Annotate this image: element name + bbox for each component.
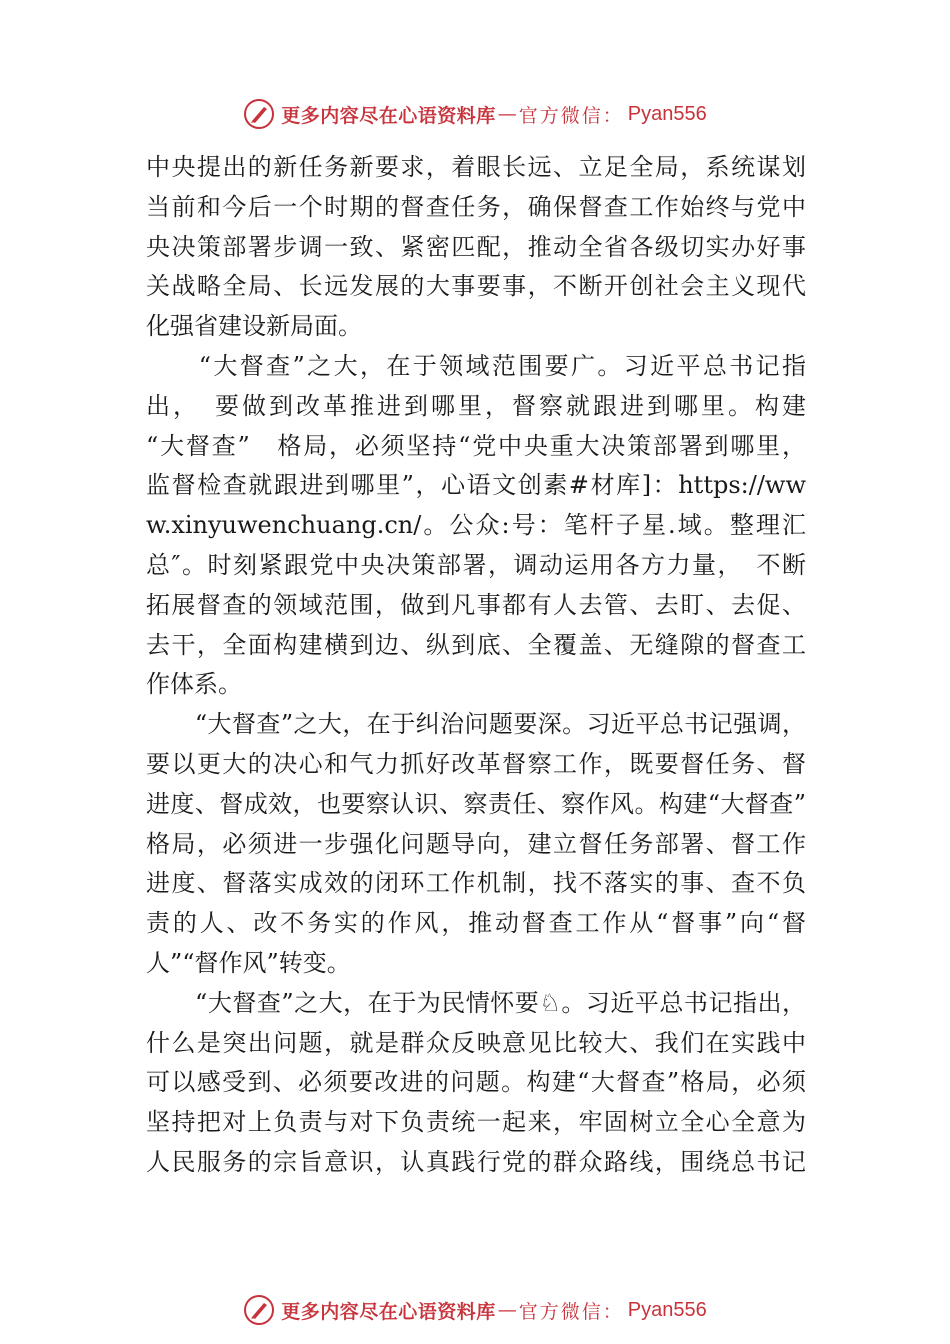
body-line: 出， 要做到改革推进到哪里，督察就跟进到哪里。构建: [146, 391, 806, 420]
body-line: 什么是突出问题，就是群众反映意见比较大、我们在实践中: [146, 1028, 806, 1057]
body-line: 人”“督作风”转变。: [146, 948, 351, 977]
quill-logo-icon: [243, 98, 275, 130]
body-line: 当前和今后一个时期的督查任务，确保督查工作始终与党中: [146, 192, 806, 221]
banner-wechat-id: Pyan556: [627, 102, 707, 125]
body-line: 要以更大的决心和气力抓好改革督察工作，既要督任务、督: [146, 749, 806, 778]
body-line: 进度、督成效，也要察认识、察责任、察作风。构建“大督查”: [146, 789, 806, 818]
body-line: 人民服务的宗旨意识，认真践行党的群众路线，围绕总书记: [146, 1147, 806, 1176]
body-line: 责的人、改不务实的作风，推动督查工作从“督事”向“督: [146, 909, 806, 938]
body-line: “大督查”之大，在于为民情怀要♘。习近平总书记指出，: [146, 988, 806, 1017]
body-line: 去干，全面构建横到边、纵到底、全覆盖、无缝隙的督查工: [146, 630, 806, 659]
footer-banner: [0, 1290, 950, 1330]
banner-dash: —: [497, 103, 517, 125]
banner-brand-text: 更多内容尽在心语资料库: [281, 1300, 496, 1323]
body-line: “大督查”之大，在于纠治问题要深。习近平总书记强调，: [146, 710, 806, 739]
body-line: 关战略全局、长远发展的大事要事，不断开创社会主义现代: [146, 272, 806, 301]
body-line: 作体系。: [146, 670, 242, 699]
body-line: 拓展督查的领域范围，做到凡事都有人去管、去盯、去促、: [146, 590, 806, 619]
body-line: “大督查” 格局，必须坚持“党中央重大决策部署到哪里，: [146, 431, 806, 460]
header-banner: [0, 94, 950, 134]
body-line: 总″。时刻紧跟党中央决策部署，调动运用各方力量， 不断: [146, 550, 806, 579]
quill-logo-icon: [243, 1294, 275, 1326]
body-line: 央决策部署步调一致、紧密匹配，推动全省各级切实办好事: [146, 232, 806, 261]
body-line: 进度、督落实成效的闭环工作机制，找不落实的事、查不负: [146, 869, 806, 898]
body-line: 中央提出的新任务新要求，着眼长远、立足全局，系统谋划: [146, 153, 806, 181]
banner-dash: —: [497, 1299, 517, 1321]
body-line: w.xinyuwenchuang.cn/。公众:号：笔杆子星.域。整理汇: [146, 511, 806, 540]
body-line: 化强省建设新局面。: [146, 312, 362, 341]
body-line: 监督检查就跟进到哪里”，心语文创素#材库]：https://ww: [146, 471, 806, 500]
banner-wechat-label: 官方微信：: [518, 1300, 624, 1323]
document-body: [146, 148, 806, 1183]
banner-wechat-id: Pyan556: [627, 1298, 707, 1321]
banner-wechat-label: 官方微信：: [518, 104, 624, 127]
banner-brand-text: 更多内容尽在心语资料库: [281, 104, 496, 127]
body-line: “大督查”之大，在于领域范围要广。习近平总书记指: [146, 351, 806, 380]
body-line: 格局，必须进一步强化问题导向，建立督任务部署、督工作: [146, 829, 806, 858]
body-line: 可以感受到、必须要改进的问题。构建“大督查”格局，必须: [146, 1068, 806, 1097]
body-line: 坚持把对上负责与对下负责统一起来，牢固树立全心全意为: [146, 1108, 806, 1137]
